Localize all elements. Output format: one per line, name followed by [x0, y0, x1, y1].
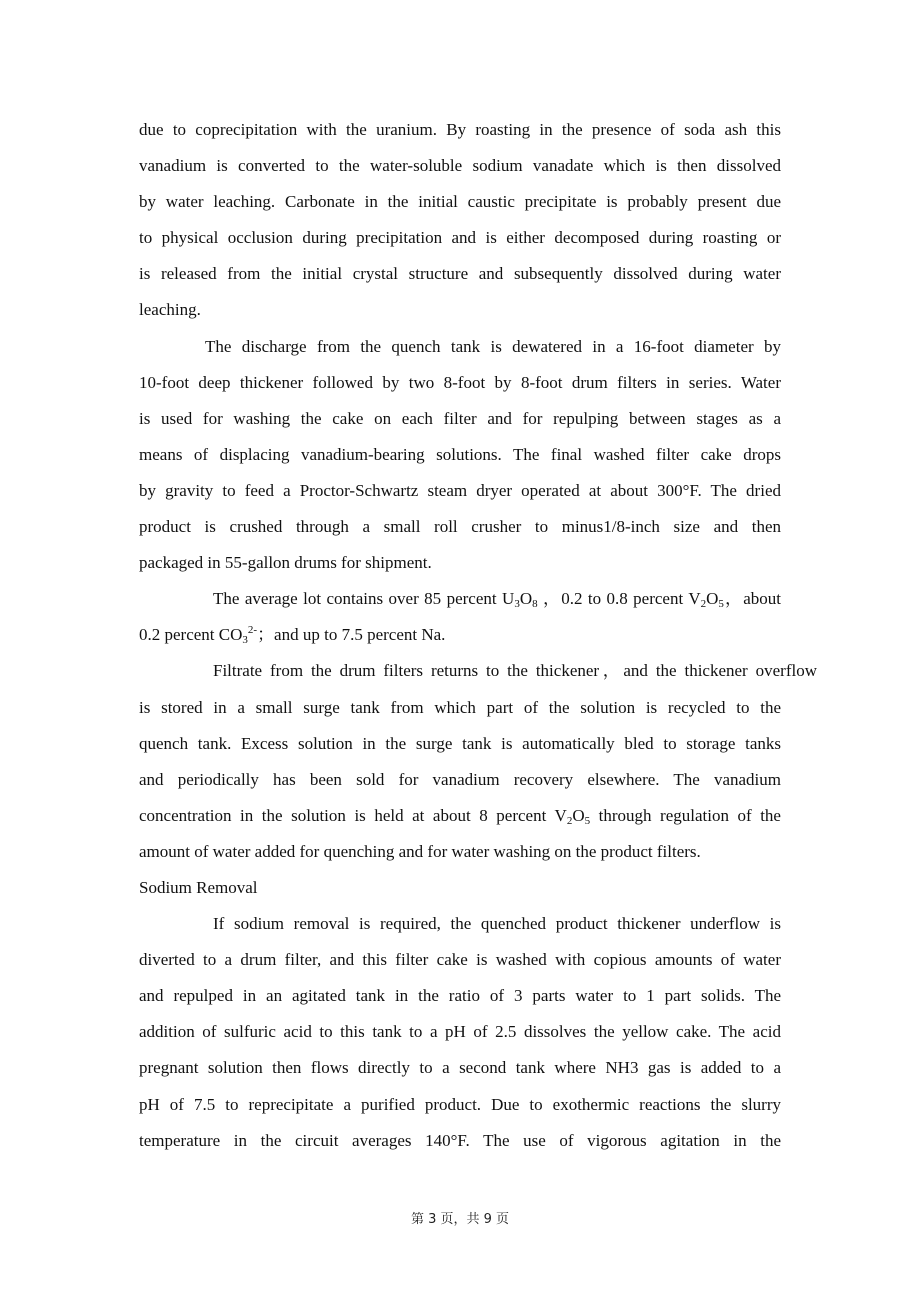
text-run: 0.2 percent CO	[139, 625, 243, 645]
text-line: If sodium removal is required, the quenched product thickener underflow is	[213, 914, 781, 934]
text-line: is stored in a small surge tank from which part of the solution is recycled to the	[139, 697, 781, 717]
subscript: 5	[584, 814, 591, 827]
text-run: ，0.2 to 0.8 percent V	[537, 589, 701, 609]
text-line: addition of sulfuric acid to this tank to a pH of 2.5 dissolves the yellow cake. The acid	[139, 1022, 781, 1042]
text-run: The average lot contains over 85 percent U	[213, 589, 515, 609]
text-line: The discharge from the quench tank is dewatered in a 16-foot diameter by	[205, 336, 781, 356]
text-line: is released from the initial crystal structure and subsequently dissolved during water	[139, 264, 781, 284]
text-line	[139, 581, 781, 617]
text-line: pH of 7.5 to reprecipitate a purified product. Due to exothermic reactions the slurry	[139, 1094, 781, 1114]
text-line	[139, 617, 781, 653]
text-line: amount of water added for quenching and for water washing on the product filters.	[139, 841, 701, 861]
subscript: 2	[700, 598, 707, 611]
text-run: O	[519, 589, 533, 609]
section-heading: Sodium Removal	[139, 877, 258, 897]
body-text	[139, 112, 817, 1159]
text-line: vanadium is converted to the water-soluble sodium vanadate which is then dissolved	[139, 156, 781, 176]
text-run: ；and up to 7.5 percent Na.	[257, 625, 446, 645]
text-line: diverted to a drum filter, and this filter cake is washed with copious amounts of water	[139, 950, 781, 970]
text-line: leaching.	[139, 300, 201, 320]
text-line: and periodically has been sold for vanadium recovery elsewhere. The vanadium	[139, 769, 781, 789]
subscript: 3	[514, 598, 520, 611]
text-run: O	[706, 589, 719, 609]
text-line: by water leaching. Carbonate in the initial caustic precipitate is probably present due	[139, 192, 781, 212]
text-line: temperature in the circuit averages 140°F. The use of vigorous agitation in the	[139, 1130, 781, 1150]
subscript: 8	[532, 598, 538, 611]
text-line: by gravity to feed a Proctor-Schwartz steam dryer operated at about 300°F. The dried	[139, 480, 781, 500]
text-line: Filtrate from the drum filters returns to the thickener，and the thickener overflow	[213, 661, 817, 681]
text-line: pregnant solution then flows directly to a second tank where NH3 gas is added to a	[139, 1058, 781, 1078]
text-line: to physical occlusion during precipitation and is either decomposed during roasting or	[139, 228, 781, 248]
text-run: concentration in the solution is held at about 8 percent V	[139, 805, 567, 825]
text-line: quench tank. Excess solution in the surge tank is automatically bled to storage tanks	[139, 733, 781, 753]
paragraph-coprecipitation	[139, 112, 781, 329]
text-line	[139, 798, 781, 834]
subscript: 3	[242, 634, 248, 647]
paragraph-filtrate	[139, 653, 817, 870]
paragraph-quench-tank	[139, 329, 781, 582]
page-number-footer: 第 3 页，共 9 页	[410, 1212, 510, 1227]
paragraph-sodium-removal	[139, 906, 781, 1159]
text-line: is used for washing the cake on each filter and for repulping between stages as a	[139, 408, 781, 428]
text-line: and repulped in an agitated tank in the ratio of 3 parts water to 1 part solids. The	[139, 986, 781, 1006]
text-run: through regulation of the	[590, 805, 781, 825]
paragraph-average-lot	[139, 581, 781, 653]
subscript: 2	[566, 814, 573, 827]
text-run: O	[572, 805, 585, 825]
text-line: means of displacing vanadium-bearing solutions. The final washed filter cake drops	[139, 444, 781, 464]
superscript: 2-	[247, 624, 258, 637]
text-line: due to coprecipitation with the uranium. By roasting in the presence of soda ash this	[139, 120, 781, 139]
text-line: packaged in 55-gallon drums for shipment.	[139, 553, 432, 573]
text-line: product is crushed through a small roll crusher to minus1/8-inch size and then	[139, 517, 781, 537]
subscript: 5	[718, 598, 724, 611]
text-line: 10-foot deep thickener followed by two 8-foot by 8-foot drum filters in series. Water	[139, 372, 781, 392]
text-run: ，about	[723, 589, 781, 609]
